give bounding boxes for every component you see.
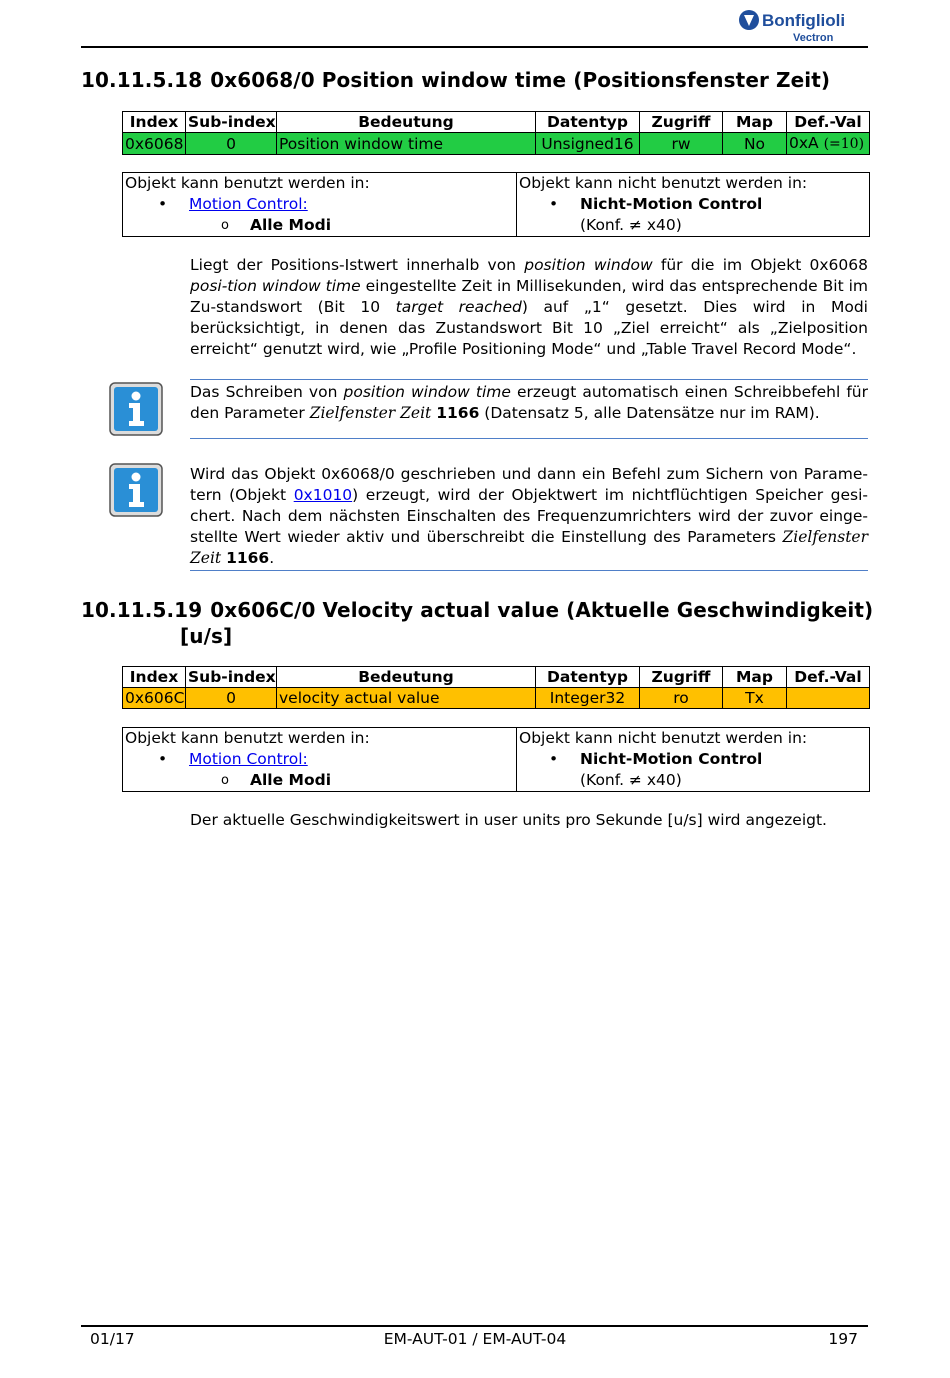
usage-can-sub: Alle Modi xyxy=(250,771,332,789)
section-heading: 0x6068/0 Position window time (Positionsfenster Zeit) xyxy=(210,68,831,92)
cell-index: 0x606C xyxy=(123,688,186,709)
note-paragraph-2: Wird das Objekt 0x6068/0 geschrieben und dann ein Befehl zum Sichern von Parame-tern (Objekt 0x1010) erzeugt, wird der Objektwert im nichtflüchtigen Speicher gesi-chert. Nach dem nächsten Einschalten des Frequenzumrichters wird der zuvor einge-stellte Wert wieder aktiv und überschreibt die Einstellung des Parameters Zielfenster Zeit 1166. xyxy=(190,465,868,567)
cell-subindex: 0 xyxy=(186,133,277,155)
table-header-row xyxy=(123,112,870,133)
bullet-icon: • xyxy=(158,750,168,768)
usage-can-label: Objekt kann benutzt werden in: xyxy=(125,729,370,747)
cell-map: Tx xyxy=(723,688,787,709)
col-zugriff: Zugriff xyxy=(640,112,723,133)
usage-cannot-label: Objekt kann nicht benutzt werden in: xyxy=(519,174,808,192)
section-heading-line2: [u/s] xyxy=(180,624,233,648)
usage-can-label: Objekt kann benutzt werden in: xyxy=(125,174,370,192)
col-zugriff: Zugriff xyxy=(640,667,723,688)
cell-bedeutung: velocity actual value xyxy=(277,688,536,709)
col-bedeutung: Bedeutung xyxy=(277,112,536,133)
col-datentyp: Datentyp xyxy=(536,667,640,688)
note-rule-bottom xyxy=(190,438,868,439)
col-datentyp: Datentyp xyxy=(536,112,640,133)
defval-note: (=10) xyxy=(823,136,865,152)
circle-bullet-icon: o xyxy=(221,218,229,233)
info-icon xyxy=(109,382,163,436)
usage-cannot-label: Objekt kann nicht benutzt werden in: xyxy=(519,729,808,747)
bullet-icon: • xyxy=(549,750,559,768)
description-paragraph: Der aktuelle Geschwindigkeitswert in user units pro Sekunde [u/s] wird angezeigt. xyxy=(190,811,827,829)
cell-subindex: 0 xyxy=(186,688,277,709)
section-title xyxy=(81,68,830,92)
cell-datentyp: Unsigned16 xyxy=(536,133,640,155)
table-header-row xyxy=(123,667,870,688)
object-0x1010-link[interactable]: 0x1010 xyxy=(293,486,353,504)
col-index: Index xyxy=(123,667,186,688)
defval-value: 0xA xyxy=(789,134,819,152)
section-title xyxy=(81,598,873,622)
bullet-icon: • xyxy=(158,195,168,213)
cell-bedeutung: Position window time xyxy=(277,133,536,155)
cell-zugriff: ro xyxy=(640,688,723,709)
description-paragraph: Liegt der Positions-Istwert innerhalb von position window für die im Objekt 0x6068 posi-tion window time eingestellte Zeit in Millisekunden, wird das entsprechende Bit im Zu-standswort (Bit 10 target reached) auf „1“ gesetzt. Dies wird in Modi berücksichtigt, in denen das Zustandswort Bit 10 „Ziel erreicht“ als „Zielposition erreicht“ genutzt wird, wie „Profile Positioning Mode“ und „Table Travel Record Mode“. xyxy=(190,256,868,358)
usage-cannot-item: Nicht-Motion Control xyxy=(580,195,763,213)
section-heading: 0x606C/0 Velocity actual value (Aktuelle Geschwindigkeit) xyxy=(210,598,874,622)
section-number: 10.11.5.18 xyxy=(81,68,203,92)
footer-date: 01/17 xyxy=(90,1330,135,1348)
usage-cannot-item: Nicht-Motion Control xyxy=(580,750,763,768)
note-rule-top xyxy=(190,379,868,380)
note-paragraph-1: Das Schreiben von position window time erzeugt automatisch einen Schreibbefehl für den Parameter Zielfenster Zeit 1166 (Datensatz 5, alle Datensätze nur im RAM). xyxy=(190,383,868,422)
col-map: Map xyxy=(723,112,787,133)
circle-bullet-icon: o xyxy=(221,773,229,788)
cell-defval xyxy=(787,688,870,709)
col-defval: Def.-Val xyxy=(787,112,870,133)
motion-control-link[interactable]: Motion Control: xyxy=(189,195,308,213)
motion-control-link[interactable]: Motion Control: xyxy=(189,750,308,768)
usage-table xyxy=(122,727,870,792)
table-row xyxy=(123,133,870,155)
note-rule-bottom xyxy=(190,570,868,571)
cell-index: 0x6068 xyxy=(123,133,186,155)
info-icon xyxy=(109,463,163,517)
footer-doc-id: EM-AUT-01 / EM-AUT-04 xyxy=(383,1330,567,1348)
usage-cannot-cell xyxy=(517,728,870,792)
cell-map: No xyxy=(723,133,787,155)
footer-rule xyxy=(81,1325,868,1327)
bonfiglioli-logo xyxy=(738,8,868,44)
usage-cannot-sub: (Konf. ≠ x40) xyxy=(580,216,682,234)
col-defval: Def.-Val xyxy=(787,667,870,688)
header-rule xyxy=(81,46,868,48)
col-bedeutung: Bedeutung xyxy=(277,667,536,688)
cell-zugriff: rw xyxy=(640,133,723,155)
brand-subname: Vectron xyxy=(793,32,834,44)
usage-can-cell xyxy=(123,728,517,792)
brand-name: Bonfiglioli xyxy=(762,11,846,30)
cell-datentyp: Integer32 xyxy=(536,688,640,709)
bullet-icon: • xyxy=(549,195,559,213)
footer-page-number: 197 xyxy=(828,1330,858,1348)
usage-cannot-sub: (Konf. ≠ x40) xyxy=(580,771,682,789)
col-subindex: Sub-index xyxy=(186,667,277,688)
parameter-table xyxy=(122,111,870,155)
col-map: Map xyxy=(723,667,787,688)
section-number: 10.11.5.19 xyxy=(81,598,203,622)
col-index: Index xyxy=(123,112,186,133)
usage-can-sub: Alle Modi xyxy=(250,216,332,234)
table-row xyxy=(123,688,870,709)
col-subindex: Sub-index xyxy=(186,112,277,133)
usage-table xyxy=(122,172,870,237)
parameter-table xyxy=(122,666,870,709)
usage-can-cell xyxy=(123,173,517,237)
usage-cannot-cell xyxy=(517,173,870,237)
cell-defval xyxy=(787,133,870,155)
